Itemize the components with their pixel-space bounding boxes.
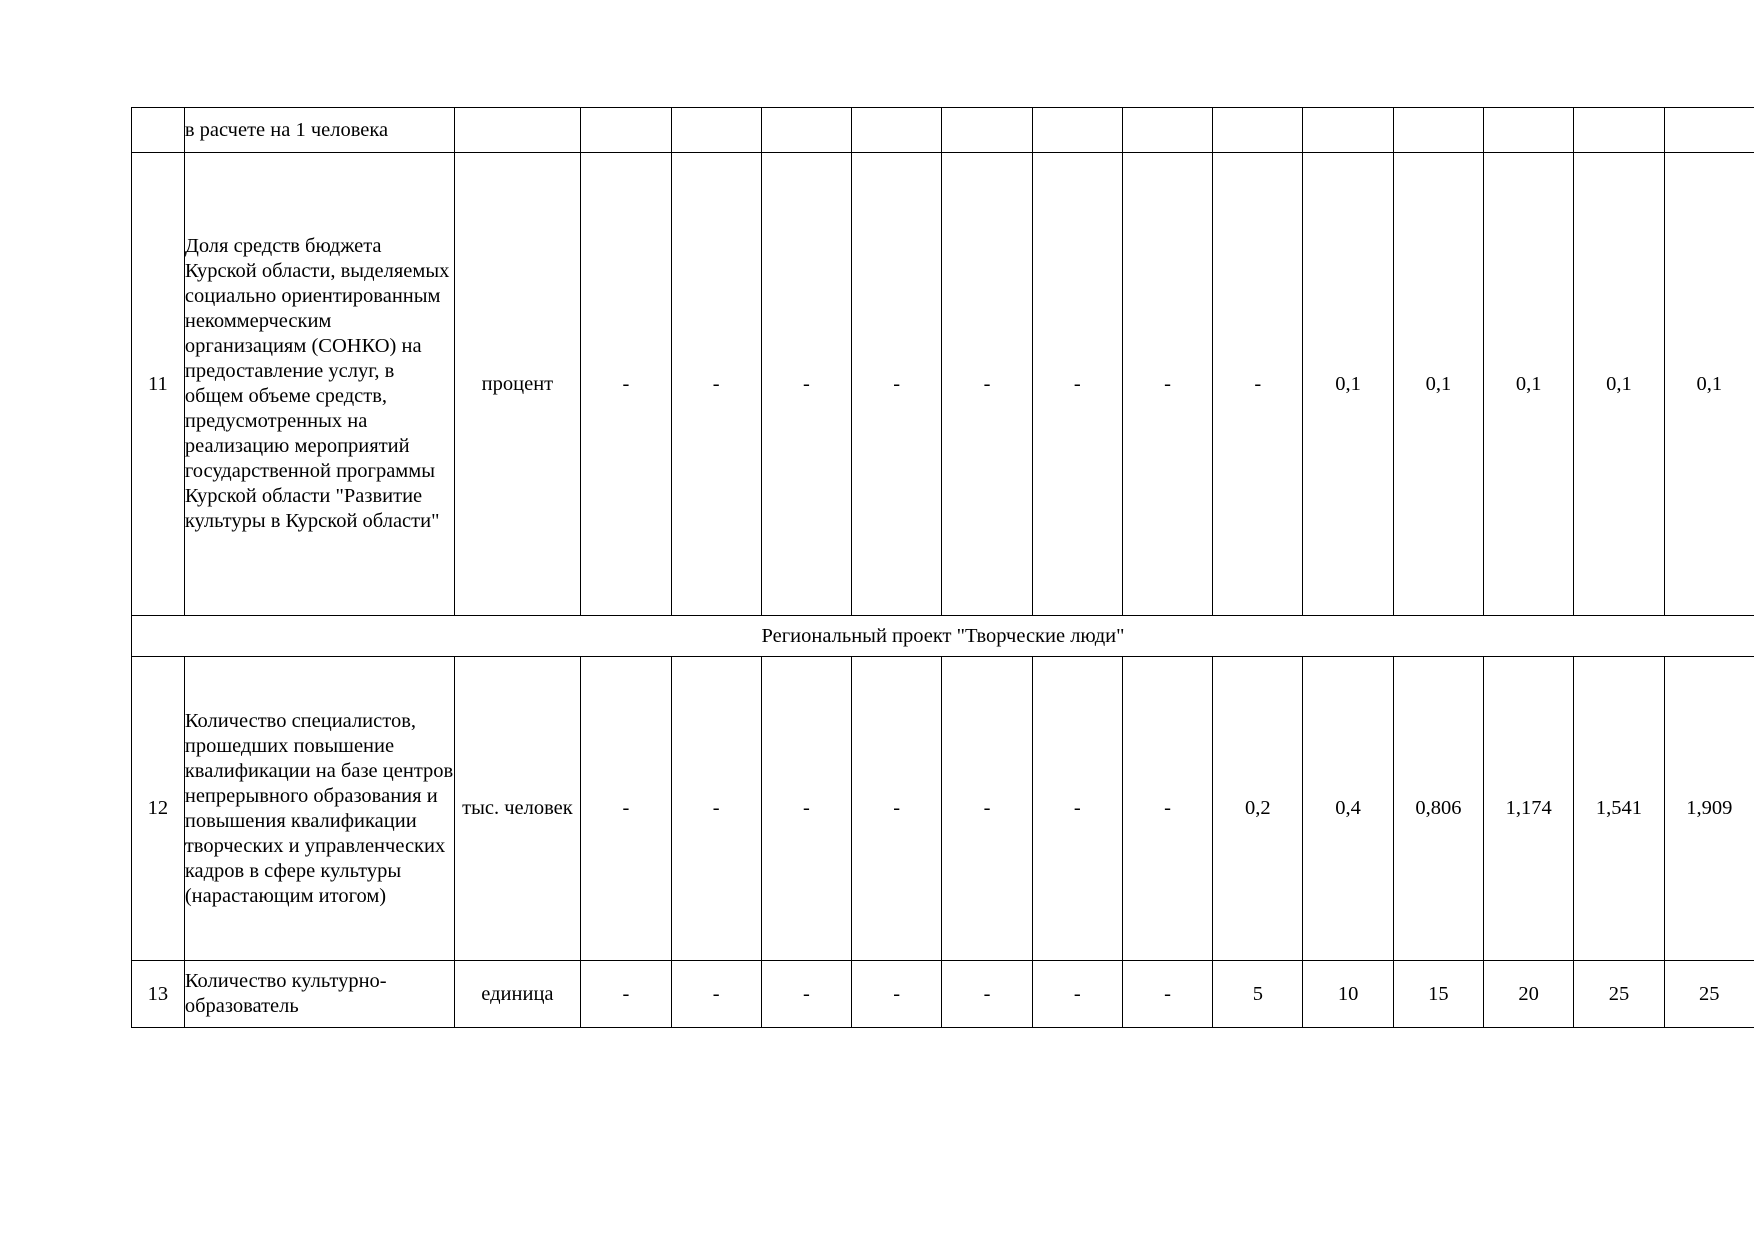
row-description-cell (184, 961, 454, 1028)
row-value-cell (1122, 108, 1212, 153)
row-value-cell: - (852, 153, 942, 616)
row-value-cell: 0,1 (1303, 153, 1393, 616)
row-value-cell: - (1122, 657, 1212, 961)
row-value-cell: - (942, 657, 1032, 961)
row-value-cell: - (761, 961, 851, 1028)
table-row (132, 961, 1754, 1028)
row-value-cell: 10 (1303, 961, 1393, 1028)
row-number-cell: 12 (132, 657, 185, 961)
row-value-cell (942, 108, 1032, 153)
table-row (132, 108, 1754, 153)
table-row (132, 657, 1754, 961)
row-number-cell: 11 (132, 153, 185, 616)
row-value-cell: 25 (1664, 961, 1754, 1028)
row-value-cell: 0,806 (1393, 657, 1483, 961)
row-value-cell: 1,174 (1484, 657, 1574, 961)
row-value-cell: 0,1 (1574, 153, 1664, 616)
row-description-text: Количество культурно-образователь (184, 970, 387, 1017)
indicators-table (131, 107, 1754, 1028)
row-value-cell (761, 108, 851, 153)
row-value-cell (1484, 108, 1574, 153)
row-value-cell (1303, 108, 1393, 153)
row-value-cell: 0,1 (1664, 153, 1754, 616)
row-description-cell (184, 153, 454, 616)
row-value-cell: - (761, 657, 851, 961)
row-description-text: Количество специалистов, прошедших повышение квалификации на базе центров непрерывного образования и повышения квалификации творческих и управленческих кадров в сфере культуры (нарастающим итогом) (184, 709, 454, 907)
row-value-cell (581, 108, 671, 153)
section-title-cell: Региональный проект "Творческие люди" (132, 616, 1754, 657)
row-unit-cell (454, 108, 581, 153)
row-value-cell: - (671, 153, 761, 616)
row-value-cell: - (581, 961, 671, 1028)
section-title-row (132, 616, 1754, 657)
row-number-cell: 13 (132, 961, 185, 1028)
table-row (132, 153, 1754, 616)
row-value-cell: 1,541 (1574, 657, 1664, 961)
row-description-text: в расчете на 1 человека (184, 118, 389, 141)
row-value-cell: - (852, 961, 942, 1028)
row-value-cell: 1,909 (1664, 657, 1754, 961)
row-value-cell: 25 (1574, 961, 1664, 1028)
row-value-cell: 0,4 (1303, 657, 1393, 961)
row-value-cell: - (581, 153, 671, 616)
row-value-cell (1664, 108, 1754, 153)
row-value-cell: - (942, 961, 1032, 1028)
row-value-cell: 0,2 (1213, 657, 1303, 961)
row-value-cell (1574, 108, 1664, 153)
row-value-cell: - (1032, 153, 1122, 616)
row-value-cell: - (1032, 657, 1122, 961)
row-value-cell (1393, 108, 1483, 153)
row-value-cell: 5 (1213, 961, 1303, 1028)
row-value-cell (671, 108, 761, 153)
row-value-cell (1213, 108, 1303, 153)
row-description-cell (184, 657, 454, 961)
row-value-cell: 15 (1393, 961, 1483, 1028)
row-number-cell (132, 108, 185, 153)
row-value-cell: - (942, 153, 1032, 616)
row-value-cell: - (1122, 961, 1212, 1028)
row-value-cell (1032, 108, 1122, 153)
row-unit-cell: единица (454, 961, 581, 1028)
row-value-cell: 0,1 (1393, 153, 1483, 616)
row-value-cell: - (671, 961, 761, 1028)
row-value-cell: - (1213, 153, 1303, 616)
row-description-cell (184, 108, 454, 153)
row-value-cell (852, 108, 942, 153)
row-unit-cell: процент (454, 153, 581, 616)
row-value-cell: - (671, 657, 761, 961)
row-value-cell: - (1032, 961, 1122, 1028)
row-value-cell: - (852, 657, 942, 961)
row-value-cell: 20 (1484, 961, 1574, 1028)
row-value-cell: - (761, 153, 851, 616)
row-value-cell: - (581, 657, 671, 961)
row-unit-cell: тыс. человек (454, 657, 581, 961)
row-value-cell: 0,1 (1484, 153, 1574, 616)
row-value-cell: - (1122, 153, 1212, 616)
row-description-text: Доля средств бюджета Курской области, выделяемых социально ориентированным некоммерческим организациям (СОНКО) на предоставление услуг, в общем объеме средств, предусмотренных на реализацию мероприятий государственной программы Курской области "Развитие культуры в Курской области" (184, 235, 450, 532)
